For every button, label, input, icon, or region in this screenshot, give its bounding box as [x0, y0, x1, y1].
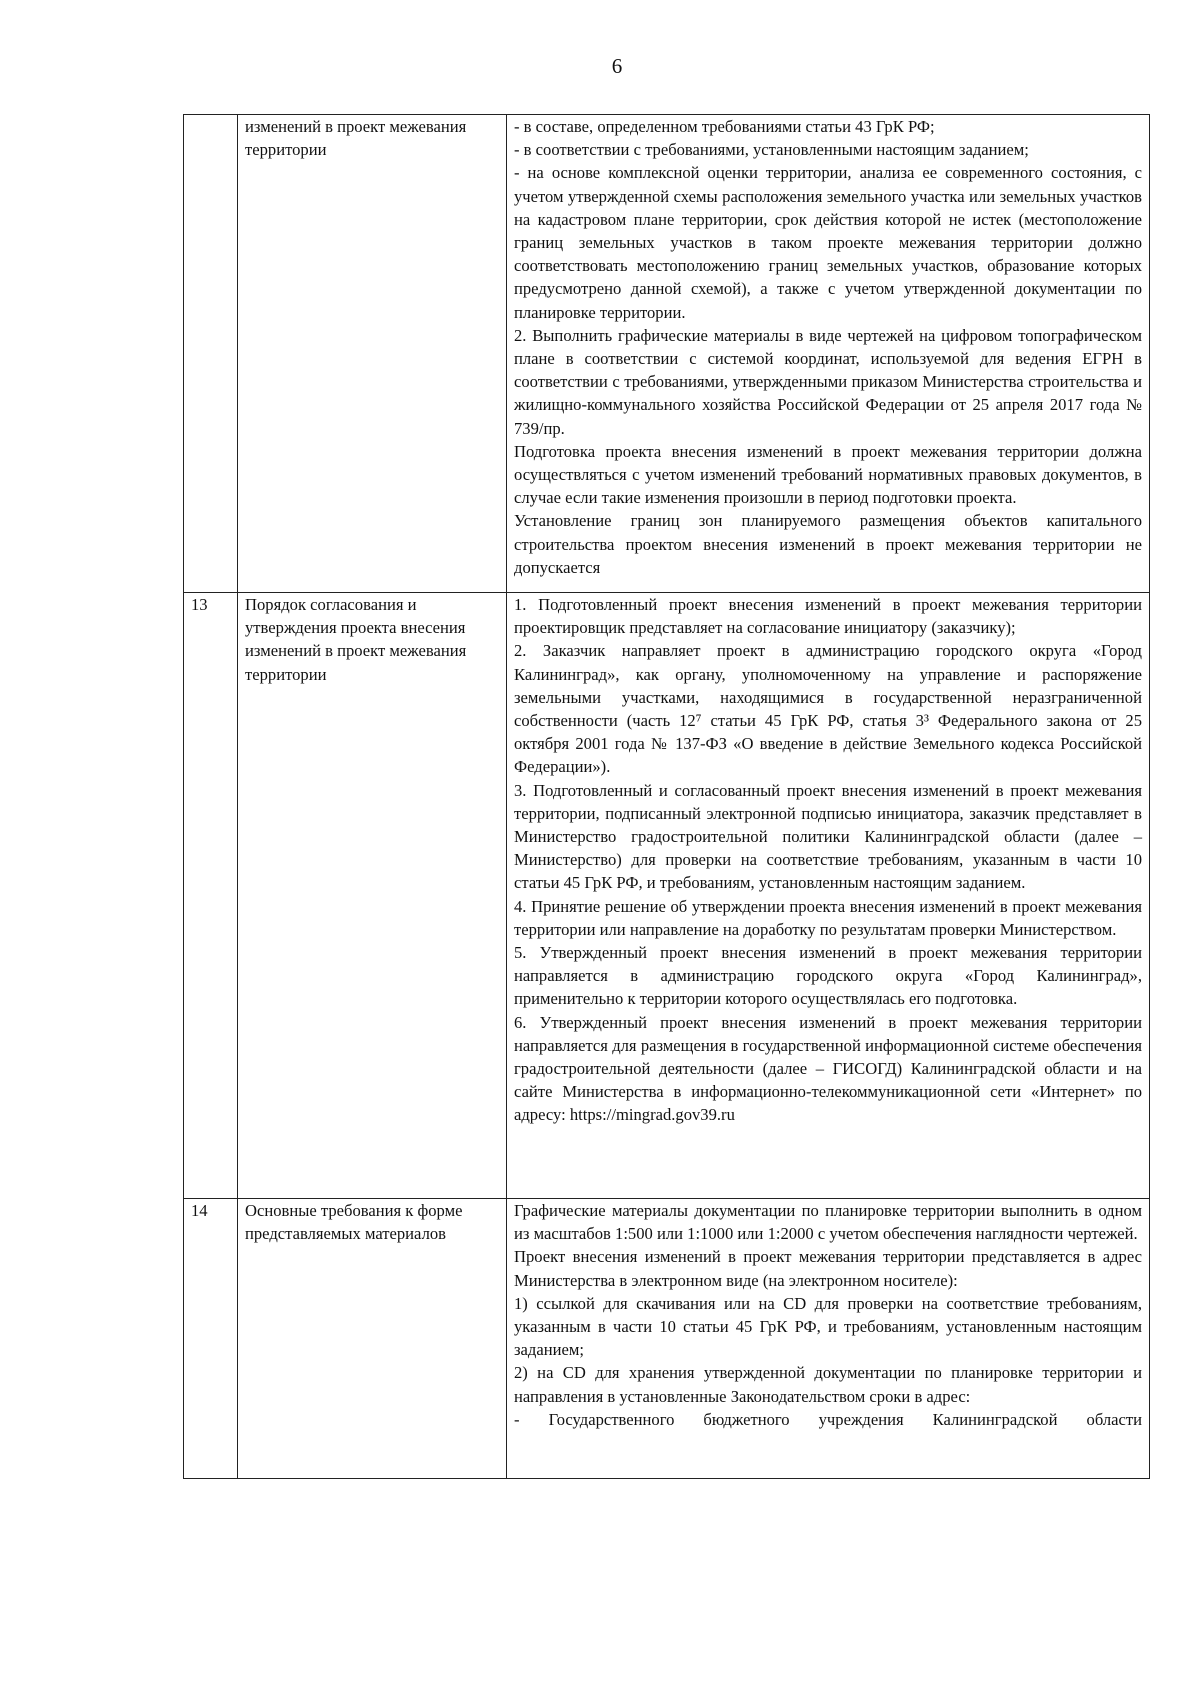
paragraph: 2. Выполнить графические материалы в виде чертежей на цифровом топографическом плане в соответствии с системой координат, используемой для ведения ЕГРН в соответствии с требованиями, утвержденными приказом Министерства строительства и жилищно-коммунального хозяйства Российской Федерации от 25 апреля 2017 года № 739/пр. — [514, 325, 1142, 438]
row-content — [507, 1199, 1150, 1479]
row-content — [507, 593, 1150, 1199]
paragraph: - на основе комплексной оценки территории, анализа ее современного состояния, с учетом утвержденной схемы расположения земельного участка или земельных участков на кадастровом плане территории, срок действия которой не истек (местоположение границ земельных участков в таком проекте межевания территории должно соответствовать местоположению границ земельных участков, образование которых предусмотрено данной схемой), а также с учетом утвержденной документации по планировке территории. — [514, 163, 1142, 322]
row-title — [238, 115, 507, 593]
page-number: 6 — [611, 54, 623, 78]
paragraph: Установление границ зон планируемого размещения объектов капитального строительства проектом внесения изменений в проект межевания территории не допускается — [514, 511, 1142, 577]
table-row — [184, 1199, 1150, 1479]
paragraph: Проект внесения изменений в проект межевания территории представляется в адрес Министерства в электронном виде (на электронном носителе): — [514, 1247, 1142, 1290]
paragraph: 5. Утвержденный проект внесения изменений в проект межевания территории направляется в администрацию городского округа «Город Калининград», применительно к территории которого осуществлялась его подготовка. — [514, 943, 1142, 1009]
row-number: 13 — [184, 593, 238, 1199]
paragraph: 1) ссылкой для скачивания или на CD для проверки на соответствие требованиям, указанным в части 10 статьи 45 ГрК РФ, и требованиям, установленным настоящим заданием; — [514, 1293, 1142, 1360]
table-row — [184, 115, 1150, 593]
row-number — [184, 115, 238, 593]
paragraph: - в соответствии с требованиями, установленными настоящим заданием; — [514, 140, 1029, 160]
paragraph: 4. Принятие решение об утверждении проекта внесения изменений в проект межевания территории или направление на доработку по результатам проверки Министерством. — [514, 896, 1142, 939]
paragraph: - в составе, определенном требованиями статьи 43 ГрК РФ; — [514, 117, 935, 136]
paragraph: 3. Подготовленный и согласованный проект внесения изменений в проект межевания территории, подписанный электронной подписью инициатора, заказчик представляет в Министерство градостроительной политики Калининградской области (далее – Министерство) для проверки на соответствие требованиям, указанным в части 10 статьи 45 ГрК РФ, и требованиям, установленным настоящим заданием. — [514, 780, 1142, 893]
paragraph: - Государственного бюджетного учреждения Калининградской области — [514, 1409, 1142, 1429]
row-title — [238, 593, 507, 1199]
row-title — [238, 1199, 507, 1479]
row-content — [507, 115, 1150, 593]
row-number: 14 — [184, 1199, 238, 1479]
row-title-text: изменений в проект межевания территории — [245, 117, 467, 160]
paragraph: 2) на CD для хранения утвержденной документации по планировке территории и направления в установленные Законодательством сроки в адрес: — [514, 1363, 1142, 1406]
row-title-text: Порядок согласования и утверждения проекта внесения изменений в проект межевания территории — [245, 595, 467, 684]
specification-table — [183, 114, 1150, 1479]
paragraph: 6. Утвержденный проект внесения изменений в проект межевания территории направляется для размещения в государственной информационной системе обеспечения градостроительной деятельности (далее – ГИСОГД) Калининградской области и на сайте Министерства в информационно-телекоммуникационной сети «Интернет» по адресу: https://mingrad.gov39.ru — [514, 1012, 1142, 1125]
paragraph: 1. Подготовленный проект внесения изменений в проект межевания территории проектировщик представляет на согласование инициатору (заказчику); — [514, 595, 1142, 638]
paragraph: 2. Заказчик направляет проект в администрацию городского округа «Город Калининград», как органу, уполномоченному на управление и распоряжение земельными участками, находящимися в государственной неразграниченной собственности (часть 12⁷ статьи 45 ГрК РФ, статья 3³ Федерального закона от 25 октября 2001 года № 137-ФЗ «О введение в действие Земельного кодекса Российской Федерации»). — [514, 641, 1142, 777]
paragraph: Подготовка проекта внесения изменений в проект межевания территории должна осуществляться с учетом изменений требований нормативных правовых документов, в случае если такие изменения произошли в период подготовки проекта. — [514, 441, 1142, 508]
row-title-text: Основные требования к форме представляемых материалов — [245, 1201, 463, 1244]
table-row — [184, 593, 1150, 1199]
paragraph: Графические материалы документации по планировке территории выполнить в одном из масштабов 1:500 или 1:1000 или 1:2000 с учетом обеспечения наглядности чертежей. — [514, 1201, 1142, 1244]
